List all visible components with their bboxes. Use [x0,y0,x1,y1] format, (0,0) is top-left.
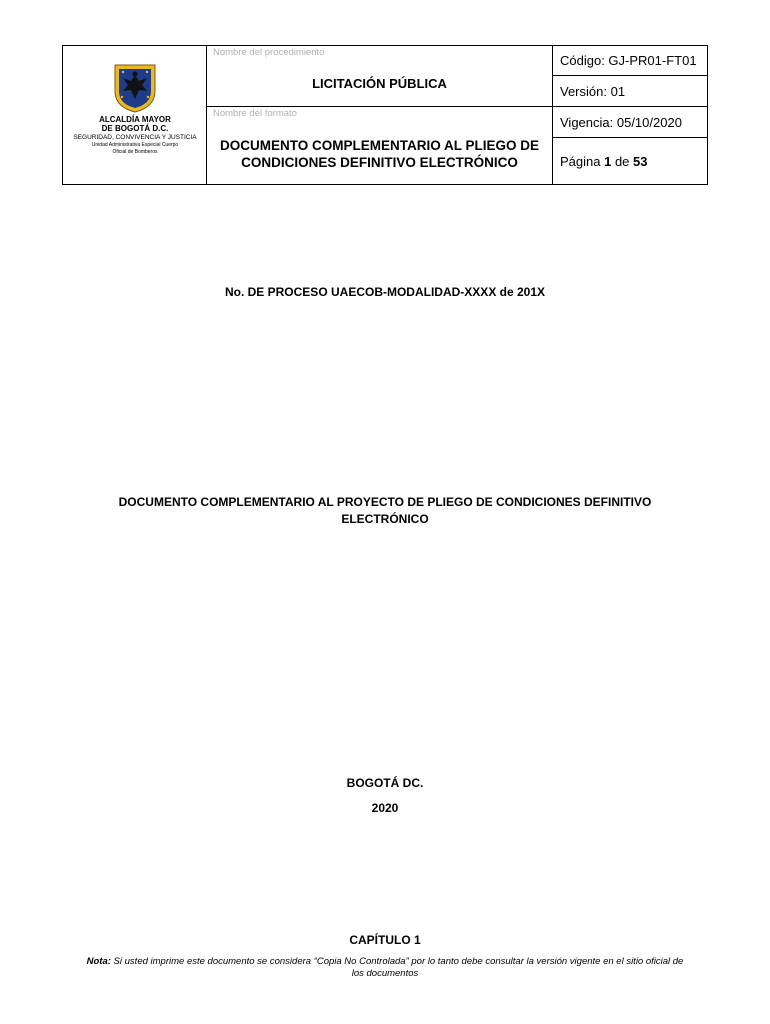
page-number: 1 [604,153,612,169]
document-title [0,494,770,528]
logo-line-2: DE BOGOTÁ D.C. [101,124,169,133]
document-title-line-2: ELECTRÓNICO [341,512,429,526]
version-cell: Versión: 01 [553,76,707,107]
validity-cell: Vigencia: 05/10/2020 [553,107,707,138]
process-number: No. DE PROCESO UAECOB-MODALIDAD-XXXX de 201X [224,285,546,299]
code-cell: Código: GJ-PR01-FT01 [553,46,707,76]
year: 2020 [371,801,399,815]
footer-note-line-1 [62,956,708,968]
format-label: Nombre del formato [213,108,297,119]
header-table [62,45,708,185]
page-prefix: Página [560,153,605,169]
format-cell [207,107,553,184]
format-name-line-2: CONDICIONES DEFINITIVO ELECTRÓNICO [241,155,518,170]
logo-cell [63,46,207,184]
procedure-cell [207,46,553,107]
format-name-line-1: DOCUMENTO COMPLEMENTARIO AL PLIEGO DE [219,138,539,153]
note-text: Si usted imprime este documento se considera “Copia No Controlada” por lo tanto debe consultar la versión vigente en el sitio oficial de [110,956,684,967]
logo-line-5: Oficial de Bomberos [112,149,158,155]
logo-line-1: ALCALDÍA MAYOR [99,115,171,124]
procedure-name: LICITACIÓN PÚBLICA [312,76,447,91]
procedure-label: Nombre del procedimiento [213,47,325,58]
logo-line-3: SEGURIDAD, CONVIVENCIA Y JUSTICIA [73,134,197,141]
bogota-coat-of-arms-icon [113,63,157,113]
page-of: de [611,153,634,169]
logo-line-4: Unidad Administrativa Especial Cuerpo [91,142,179,148]
document-title-line-1: DOCUMENTO COMPLEMENTARIO AL PROYECTO DE PLIEGO DE CONDICIONES DEFINITIVO [118,495,652,509]
page-cell [553,138,707,184]
footer-note-line-2: los documentos [351,968,419,979]
footer-note [62,956,708,980]
chapter-heading: CAPÍTULO 1 [349,933,421,947]
page-total: 53 [633,153,648,169]
city: BOGOTÁ DC. [346,776,424,790]
note-label: Nota: [86,956,111,967]
format-name [207,137,552,171]
